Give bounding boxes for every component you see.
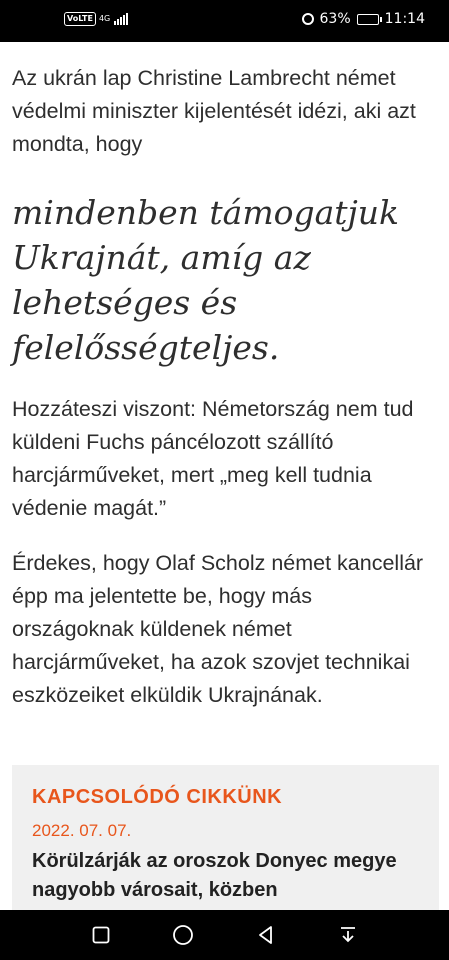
status-right	[302, 11, 425, 27]
article-paragraph: Érdekes, hogy Olaf Scholz német kancellár épp ma jelentette be, hogy más országoknak küldenek német harcjárműveket, ha azok szovjet technikai eszközeiket elküldik Ukrajnának.	[12, 551, 424, 707]
home-icon[interactable]	[163, 915, 203, 955]
clock: 11:14	[384, 11, 425, 27]
recents-icon[interactable]	[81, 915, 121, 955]
alarm-icon	[302, 13, 314, 25]
network-label: 4G	[98, 14, 111, 23]
related-label: KAPCSOLÓDÓ CIKKÜNK	[32, 786, 283, 808]
back-icon[interactable]	[246, 915, 286, 955]
signal-icon	[114, 13, 128, 25]
notification-pull-icon[interactable]	[328, 915, 368, 955]
article-paragraph: Az ukrán lap Christine Lambrecht német védelmi miniszter kijelentését idézi, aki azt mondta, hogy	[12, 66, 416, 156]
battery-icon	[357, 14, 379, 25]
related-title-link[interactable]: Körülzárják az oroszok Donyec megye nagyobb városait, közben	[32, 850, 397, 901]
network-type	[99, 15, 110, 23]
status-bar	[0, 0, 449, 42]
related-date: 2022. 07. 07.	[32, 821, 132, 840]
volte-icon: VoLTE	[64, 12, 96, 26]
battery-percent: 63%	[319, 11, 351, 27]
article-paragraph: Hozzáteszi viszont: Németország nem tud küldeni Fuchs páncélozott szállító harcjárműveket, mert „meg kell tudnia védenie magát.”	[12, 397, 414, 520]
pull-quote: mindenben támogatjuk Ukrajnát, amíg az lehetséges és felelősségteljes.	[12, 193, 400, 367]
related-article-card[interactable]	[12, 765, 439, 910]
status-left	[64, 12, 128, 26]
article-content[interactable]	[0, 42, 449, 910]
navigation-bar	[0, 910, 449, 960]
